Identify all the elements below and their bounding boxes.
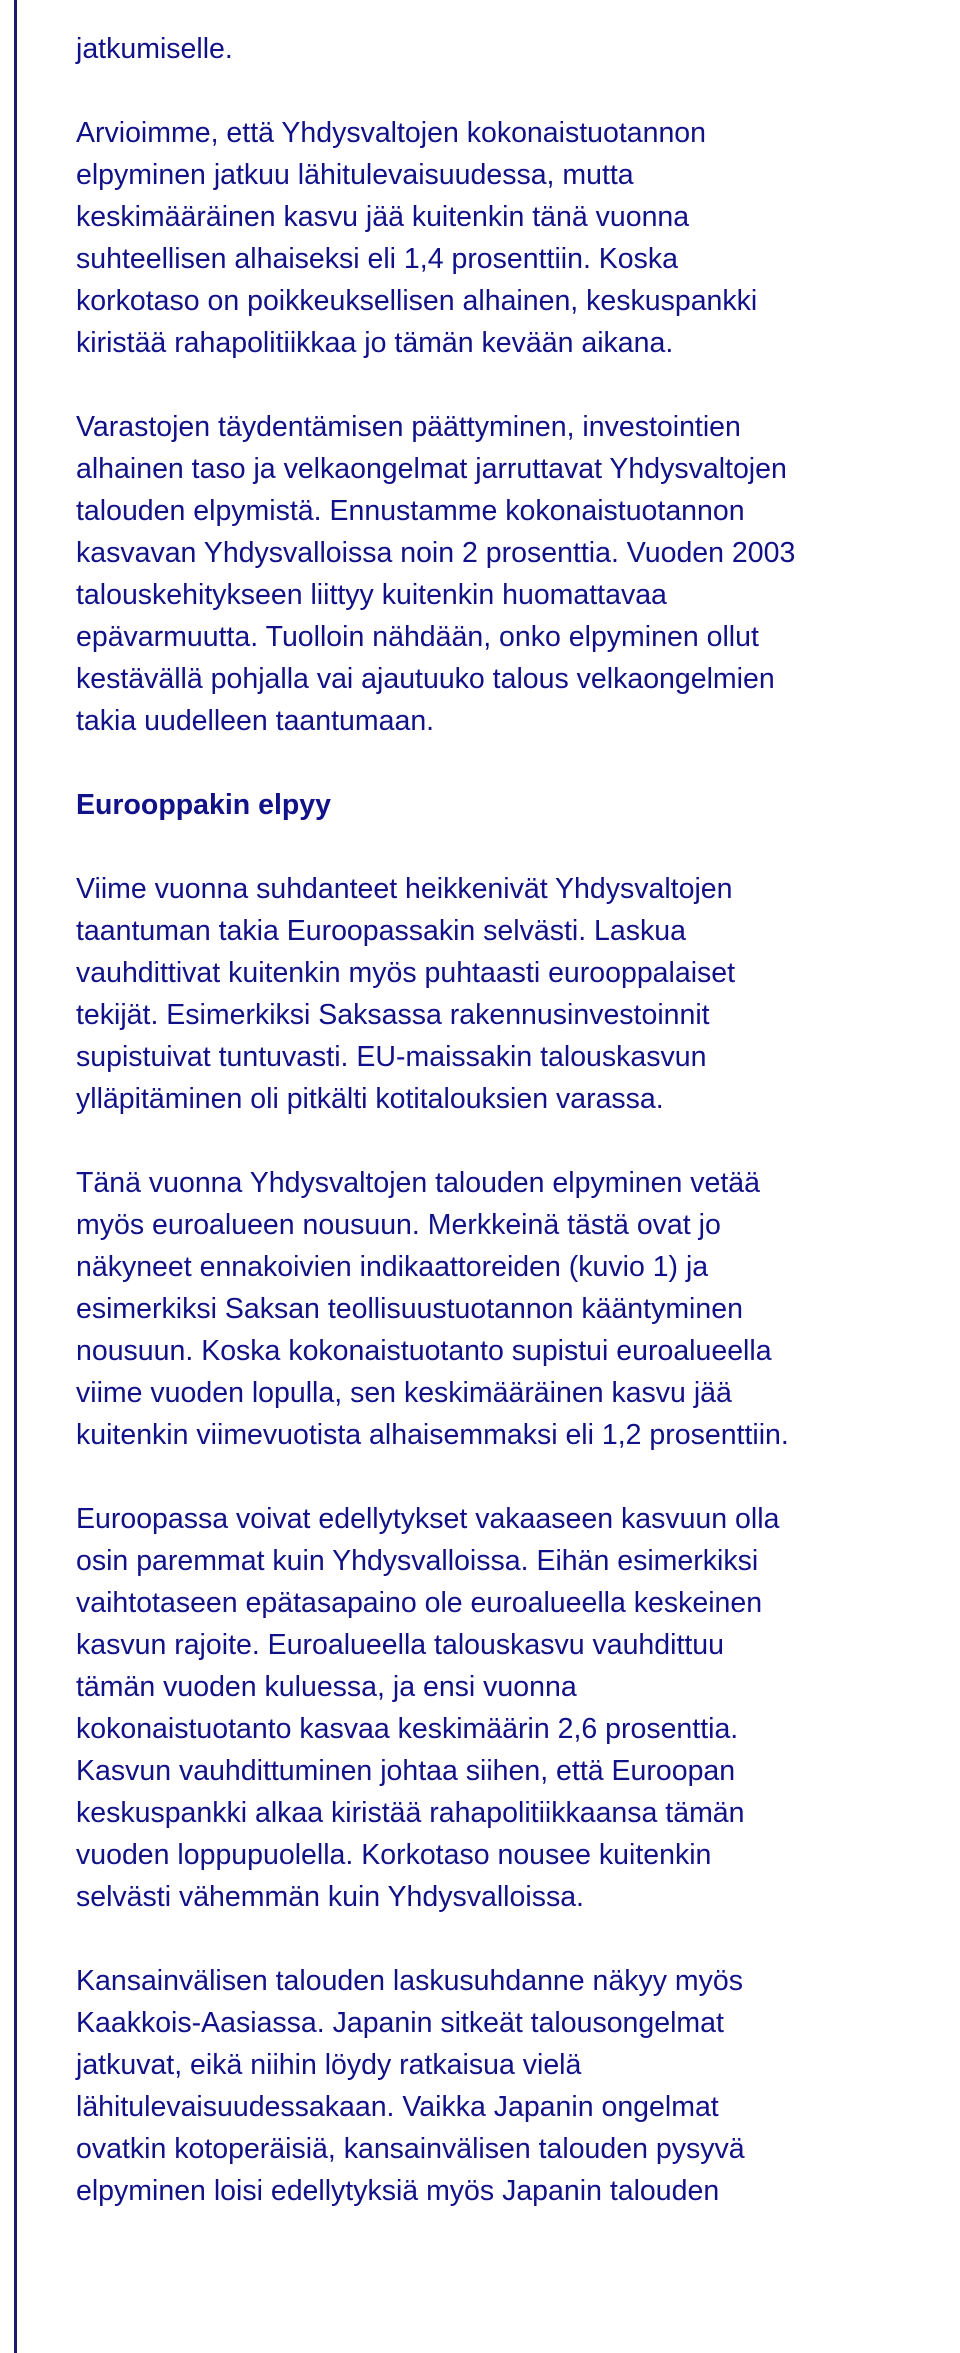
paragraph-asia-japan: Kansainvälisen talouden laskusuhdanne näkyy myös Kaakkois-Aasiassa. Japanin sitkeät talousongelmat jatkuvat, eikä niihin löydy ratkaisua vielä lähitulevaisuudessakaan. Vaikka Japanin ongelmat ovatkin kotoperäisiä, kansainvälisen talouden pysyvä elpyminen loisi edellytyksiä myös Japanin talouden <box>76 1965 745 2207</box>
paragraph-europe-growth-conditions: Euroopassa voivat edellytykset vakaaseen kasvuun olla osin paremmat kuin Yhdysvalloissa. Eihän esimerkiksi vaihtotaseen epätasapaino ole euroalueella keskeinen kasvun rajoite. Euroalueella talouskasvu vauhdittuu tämän vuoden kuluessa, ja ensi vuonna kokonaistuotanto kasvaa keskimäärin 2,6 prosenttia. Kasvun vauhdittuminen johtaa siihen, että Euroopan keskuspankki alkaa kiristää rahapolitiikkaansa tämän vuoden loppupuolella. Korkotaso nousee kuitenkin selvästi vähemmän kuin Yhdysvalloissa. <box>76 1503 780 1913</box>
left-margin-rule <box>14 0 17 2353</box>
paragraph-euro-area-recovery: Tänä vuonna Yhdysvaltojen talouden elpyminen vetää myös euroalueen nousuun. Merkkeinä tästä ovat jo näkyneet ennakoivien indikaattoreiden (kuvio 1) ja esimerkiksi Saksan teollisuustuotannon kääntyminen nousuun. Koska kokonaistuotanto supistui euroalueella viime vuoden lopulla, sen keskimääräinen kasvu jää kuitenkin viimevuotista alhaisemmaksi eli 1,2 prosenttiin. <box>76 1167 789 1451</box>
document-body <box>76 28 956 2254</box>
paragraph-us-outlook: Arvioimme, että Yhdysvaltojen kokonaistuotannon elpyminen jatkuu lähitulevaisuudessa, mutta keskimääräinen kasvu jää kuitenkin tänä vuonna suhteellisen alhaiseksi eli 1,4 prosenttiin. Koska korkotaso on poikkeuksellisen alhainen, keskuspankki kiristää rahapolitiikkaa jo tämän kevään aikana. <box>76 117 758 359</box>
section-heading-europe: Eurooppakin elpyy <box>76 789 331 821</box>
paragraph-continuation: jatkumiselle. <box>76 33 233 65</box>
paragraph-us-growth-forecast: Varastojen täydentämisen päättyminen, investointien alhainen taso ja velkaongelmat jarruttavat Yhdysvaltojen talouden elpymistä. Ennustamme kokonaistuotannon kasvavan Yhdysvalloissa noin 2 prosenttia. Vuoden 2003 talouskehitykseen liittyy kuitenkin huomattavaa epävarmuutta. Tuolloin nähdään, onko elpyminen ollut kestävällä pohjalla vai ajautuuko talous velkaongelmien takia uudelleen taantumaan. <box>76 411 796 737</box>
paragraph-europe-last-year: Viime vuonna suhdanteet heikkenivät Yhdysvaltojen taantuman takia Euroopassakin selvästi. Laskua vauhdittivat kuitenkin myös puhtaasti eurooppalaiset tekijät. Esimerkiksi Saksassa rakennusinvestoinnit supistuivat tuntuvasti. EU-maissakin talouskasvun ylläpitäminen oli pitkälti kotitalouksien varassa. <box>76 873 736 1115</box>
